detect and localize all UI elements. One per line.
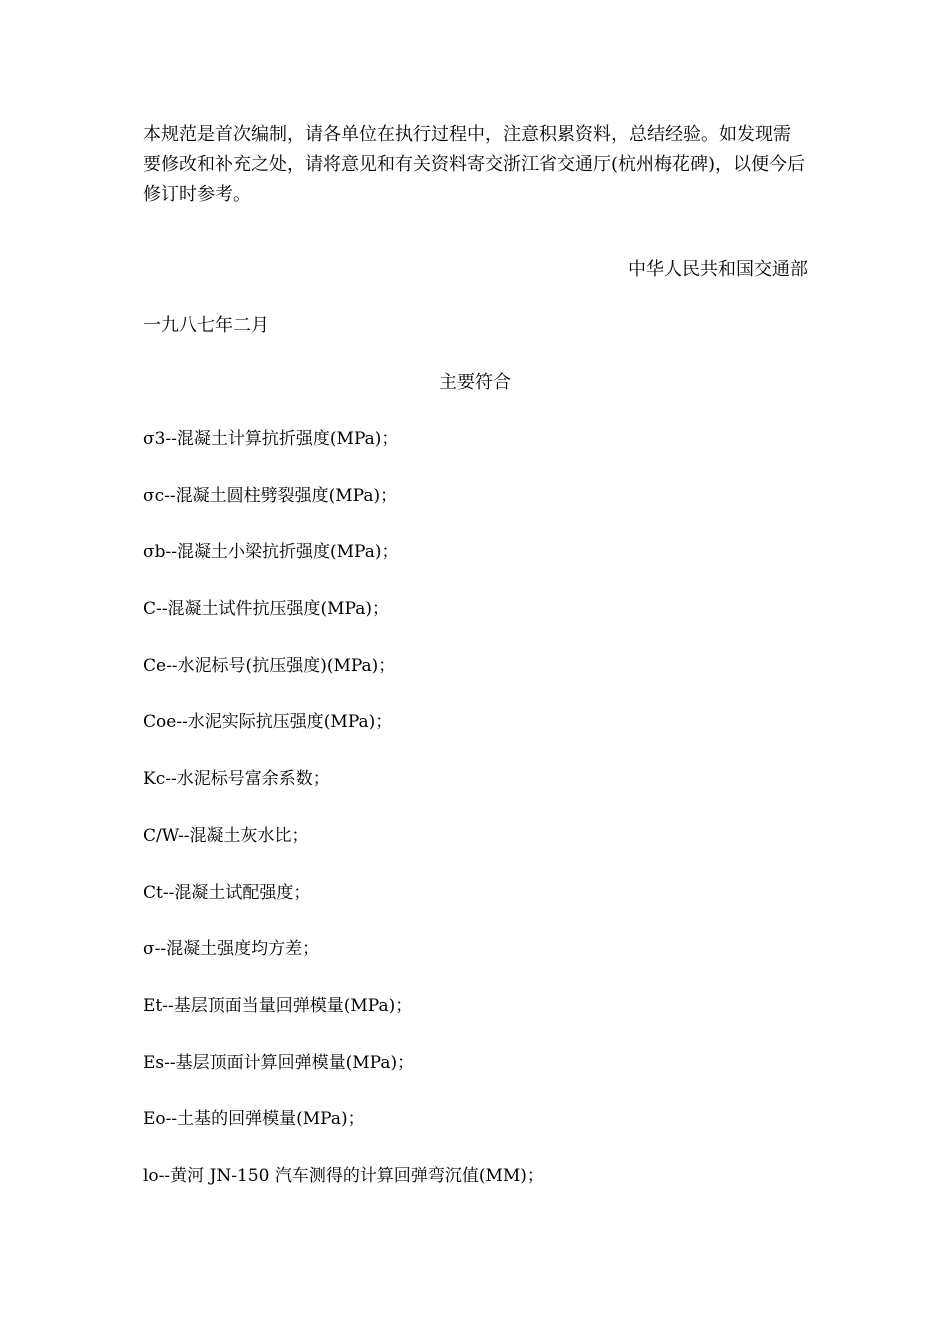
symbol-item: σc--混凝土圆柱劈裂强度(MPa)； <box>143 485 398 506</box>
symbol-item: σ--混凝土强度均方差； <box>143 939 320 960</box>
symbol-item: Coe--水泥实际抗压强度(MPa)； <box>143 712 393 733</box>
symbol-item: Es--基层顶面计算回弹模量(MPa)； <box>143 1052 415 1073</box>
intro-paragraph: 本规范是首次编制，请各单位在执行过程中，注意积累资料，总结经验。如发现需要修改和补充之处，请将意见和有关资料寄交浙江省交通厅(杭州梅花碑)，以便今后修订时参考。 <box>143 124 806 205</box>
issuer-signature: 中华人民共和国交通部 <box>628 259 808 280</box>
symbol-list <box>143 424 544 1218</box>
symbol-item: Kc--水泥标号富余系数； <box>143 769 330 790</box>
symbol-item: σ3--混凝土计算抗折强度(MPa)； <box>143 429 399 449</box>
symbol-item: Ct--混凝土试配强度； <box>143 882 311 903</box>
symbol-item: σb--混凝土小梁抗折强度(MPa)； <box>143 542 399 563</box>
symbol-item: Eo--土基的回弹模量(MPa)； <box>143 1109 365 1130</box>
symbol-item: Ce--水泥标号(抗压强度)(MPa)； <box>143 655 396 676</box>
symbol-item: Et--基层顶面当量回弹模量(MPa)； <box>143 995 413 1016</box>
section-heading: 主要符合 <box>439 372 511 393</box>
symbol-item: C--混凝土试件抗压强度(MPa)； <box>143 599 389 620</box>
symbol-item: C/W--混凝土灰水比； <box>143 825 309 846</box>
symbol-item: lo--黄河 JN-150 汽车测得的计算回弹弯沉值(MM)； <box>143 1165 544 1186</box>
issue-date: 一九八七年二月 <box>143 315 269 336</box>
